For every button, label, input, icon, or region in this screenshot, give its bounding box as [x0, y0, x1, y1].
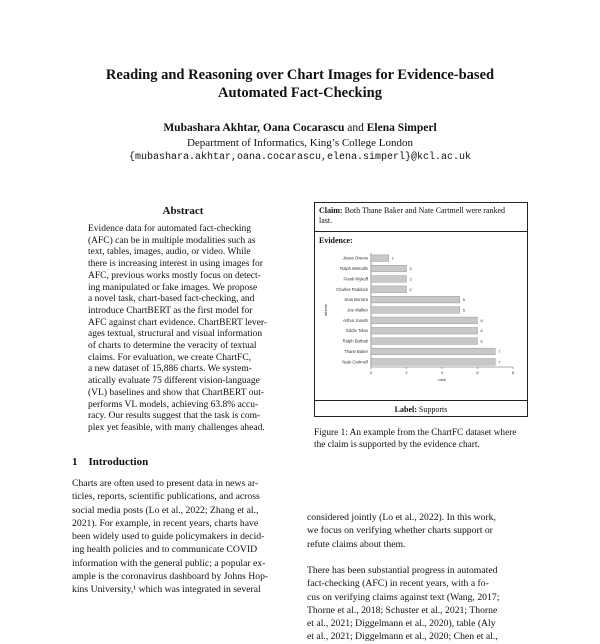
author-list	[40, 122, 560, 134]
abstract-line: racy. Our results suggest that the task is com-	[88, 411, 261, 422]
data-label: 6	[480, 328, 483, 334]
data-label: 5	[462, 297, 465, 303]
caption-line: Figure 1: An example from the ChartFC dataset where	[314, 428, 517, 438]
evidence-label: Evidence:	[319, 236, 353, 245]
bar	[371, 359, 495, 366]
bar	[371, 338, 478, 345]
paragraph-line: Charts are often used to present data in news ar-	[72, 478, 259, 489]
paragraph-line: social media posts (Lo et al., 2022; Zhang et al.,	[72, 504, 259, 516]
bar	[371, 317, 478, 324]
abstract-line: Evidence data for automated fact-checking	[88, 224, 251, 234]
section-title: Introduction	[88, 456, 149, 468]
abstract-line: of charts to determine the veracity of textual	[88, 341, 257, 352]
claim-text: Both Thane Baker and Nate Cartmell were ranked	[344, 206, 506, 215]
bar	[371, 307, 460, 314]
paragraph-line: et al., 2021; Diggelmann et al., 2020), table (Aly	[307, 618, 496, 630]
category-label: Nate Cartmell	[342, 359, 368, 365]
author-names-2: Elena Simperl	[366, 122, 437, 134]
figure-claim	[319, 206, 525, 226]
author-names-1: Mubashara Akhtar, Oana Cocarascu	[163, 122, 345, 134]
data-label: 7	[498, 348, 501, 354]
bar	[371, 265, 407, 272]
verdict-value: Supports	[418, 405, 448, 414]
y-axis-label: athlete	[323, 303, 328, 317]
title-line-1: Reading and Reasoning over Chart Images for Evidence-based	[105, 67, 495, 83]
bar	[371, 348, 495, 355]
author-conjunction: and	[347, 122, 364, 134]
bar	[371, 255, 389, 262]
abstract-line: introduce ChartBERT as the first model for	[88, 305, 253, 316]
x-tick-label: 4	[440, 370, 444, 375]
abstract-body	[88, 224, 278, 435]
paragraph-line: ample is the coronavirus dashboard by Johns Hop-	[72, 571, 269, 583]
figure-divider-top	[315, 231, 527, 232]
abstract-line: text, tables, images, audio, or video. While	[88, 247, 251, 258]
category-label: Joe Walker	[347, 307, 368, 313]
data-label: 6	[480, 317, 483, 323]
abstract-line: ing manipulated or fake images. We propose	[88, 282, 258, 293]
paragraph-line: information with the general public; a popular ex-	[72, 557, 266, 569]
data-label: 2	[409, 266, 412, 272]
paragraph-line: There has been substantial progress in automated	[307, 565, 498, 576]
abstract-line: a novel task, chart-based fact-checking, and	[88, 294, 255, 305]
paragraph-line: cus on verifying claims against text (Wang, 2017;	[307, 591, 500, 603]
figure-1	[314, 202, 528, 417]
evidence-chart	[321, 247, 521, 387]
abstract-line: performs VL models, achieving 63.8% accu-	[88, 399, 259, 410]
category-label: Charles Paddock	[336, 286, 368, 292]
affiliation: Department of Informatics, King’s College London	[186, 137, 414, 149]
verdict-label: Label:	[394, 405, 417, 414]
figure-caption	[314, 428, 534, 451]
abstract-line: claims. For evaluation, we create ChartFC,	[88, 352, 252, 363]
bar	[371, 296, 460, 303]
x-tick-label: 2	[405, 370, 408, 375]
bar	[371, 286, 407, 293]
paragraph-line: considered jointly (Lo et al., 2022). In this work,	[307, 512, 496, 523]
paragraph-line: ticles, reports, scientific publications, and across	[72, 491, 260, 503]
paragraph-line: refute claims about them.	[307, 538, 406, 550]
data-label: 5	[462, 307, 465, 313]
title-line-2: Automated Fact-Checking	[218, 85, 382, 101]
paragraph-line: fact-checking (AFC) in recent years, with a fo-	[307, 578, 489, 590]
abstract-line: ages textual, structural and visual information	[88, 329, 263, 340]
section-number: 1	[72, 456, 78, 468]
category-label: Ralph Barbuti	[342, 338, 368, 344]
figure-verdict	[315, 405, 527, 414]
data-label: 1	[391, 255, 394, 261]
paragraph-line: we focus on verifying whether charts support or	[307, 525, 493, 537]
intro-right-paragraph-2	[307, 564, 529, 644]
claim-label: Claim:	[319, 206, 343, 215]
abstract-line: (AFC) can be in multiple modalities such as	[88, 235, 256, 246]
abstract-line: (VL) baselines and show that ChartBERT out-	[88, 387, 265, 398]
claim-text-cont: last.	[319, 216, 333, 225]
category-label: Jesse Owens	[342, 255, 368, 261]
abstract-line: AFC against chart evidence. ChartBERT lever-	[88, 317, 267, 328]
data-label: 6	[480, 338, 483, 344]
paper-title	[40, 66, 560, 102]
abstract-line: plex yet feasible, with many challenges ahead.	[88, 422, 265, 433]
x-tick-label: 6	[476, 370, 479, 375]
category-label: Frank Wykoff	[343, 276, 368, 282]
data-label: 7	[498, 359, 501, 365]
category-label: Jean Borotra	[344, 297, 368, 303]
data-label: 2	[409, 286, 412, 292]
data-label: 2	[409, 276, 412, 282]
abstract-line: a new dataset of 15,886 charts. We system-	[88, 364, 252, 375]
abstract-line: AFC, previous works mostly focus on detect-	[88, 270, 261, 281]
intro-left-column	[72, 477, 294, 597]
paragraph-line: ing health policies and to communicate COVID	[72, 544, 258, 556]
abstract-heading: Abstract	[162, 205, 204, 217]
abstract-line: there is increasing interest in using images for	[88, 259, 263, 270]
x-tick-label: 8	[511, 370, 515, 375]
x-tick-label: 0	[369, 370, 373, 375]
category-label: Thane Baker	[344, 348, 368, 354]
paragraph-line: been widely used to guide policymakers in decid-	[72, 531, 265, 543]
section-heading-introduction	[72, 456, 148, 468]
paragraph-line: 2021). For example, in recent years, charts have	[72, 517, 259, 529]
caption-line: the claim is supported by the evidence chart.	[314, 439, 480, 450]
x-axis-label: rank	[438, 377, 446, 382]
bar	[371, 327, 478, 334]
author-emails: {mubashara.akhtar,oana.cocarascu,elena.simperl}@kcl.ac.uk	[128, 152, 472, 163]
category-label: Arthur Jonath	[342, 317, 368, 323]
intro-right-paragraph-1	[307, 511, 529, 551]
category-label: Ralph Metcalfe	[340, 266, 368, 272]
paragraph-line: et al., 2021; Diggelmann et al., 2020; Chen et al.,	[307, 631, 498, 643]
paragraph-line: Thorne et al., 2018; Schuster et al., 2021; Thorne	[307, 604, 498, 616]
bar	[371, 276, 407, 283]
paragraph-line: kins University,¹ which was integrated in several	[72, 584, 261, 596]
category-label: Eddie Tolan	[346, 328, 368, 334]
abstract-line: atically evaluate 75 different vision-language	[88, 376, 260, 387]
figure-divider-bottom	[315, 400, 527, 401]
